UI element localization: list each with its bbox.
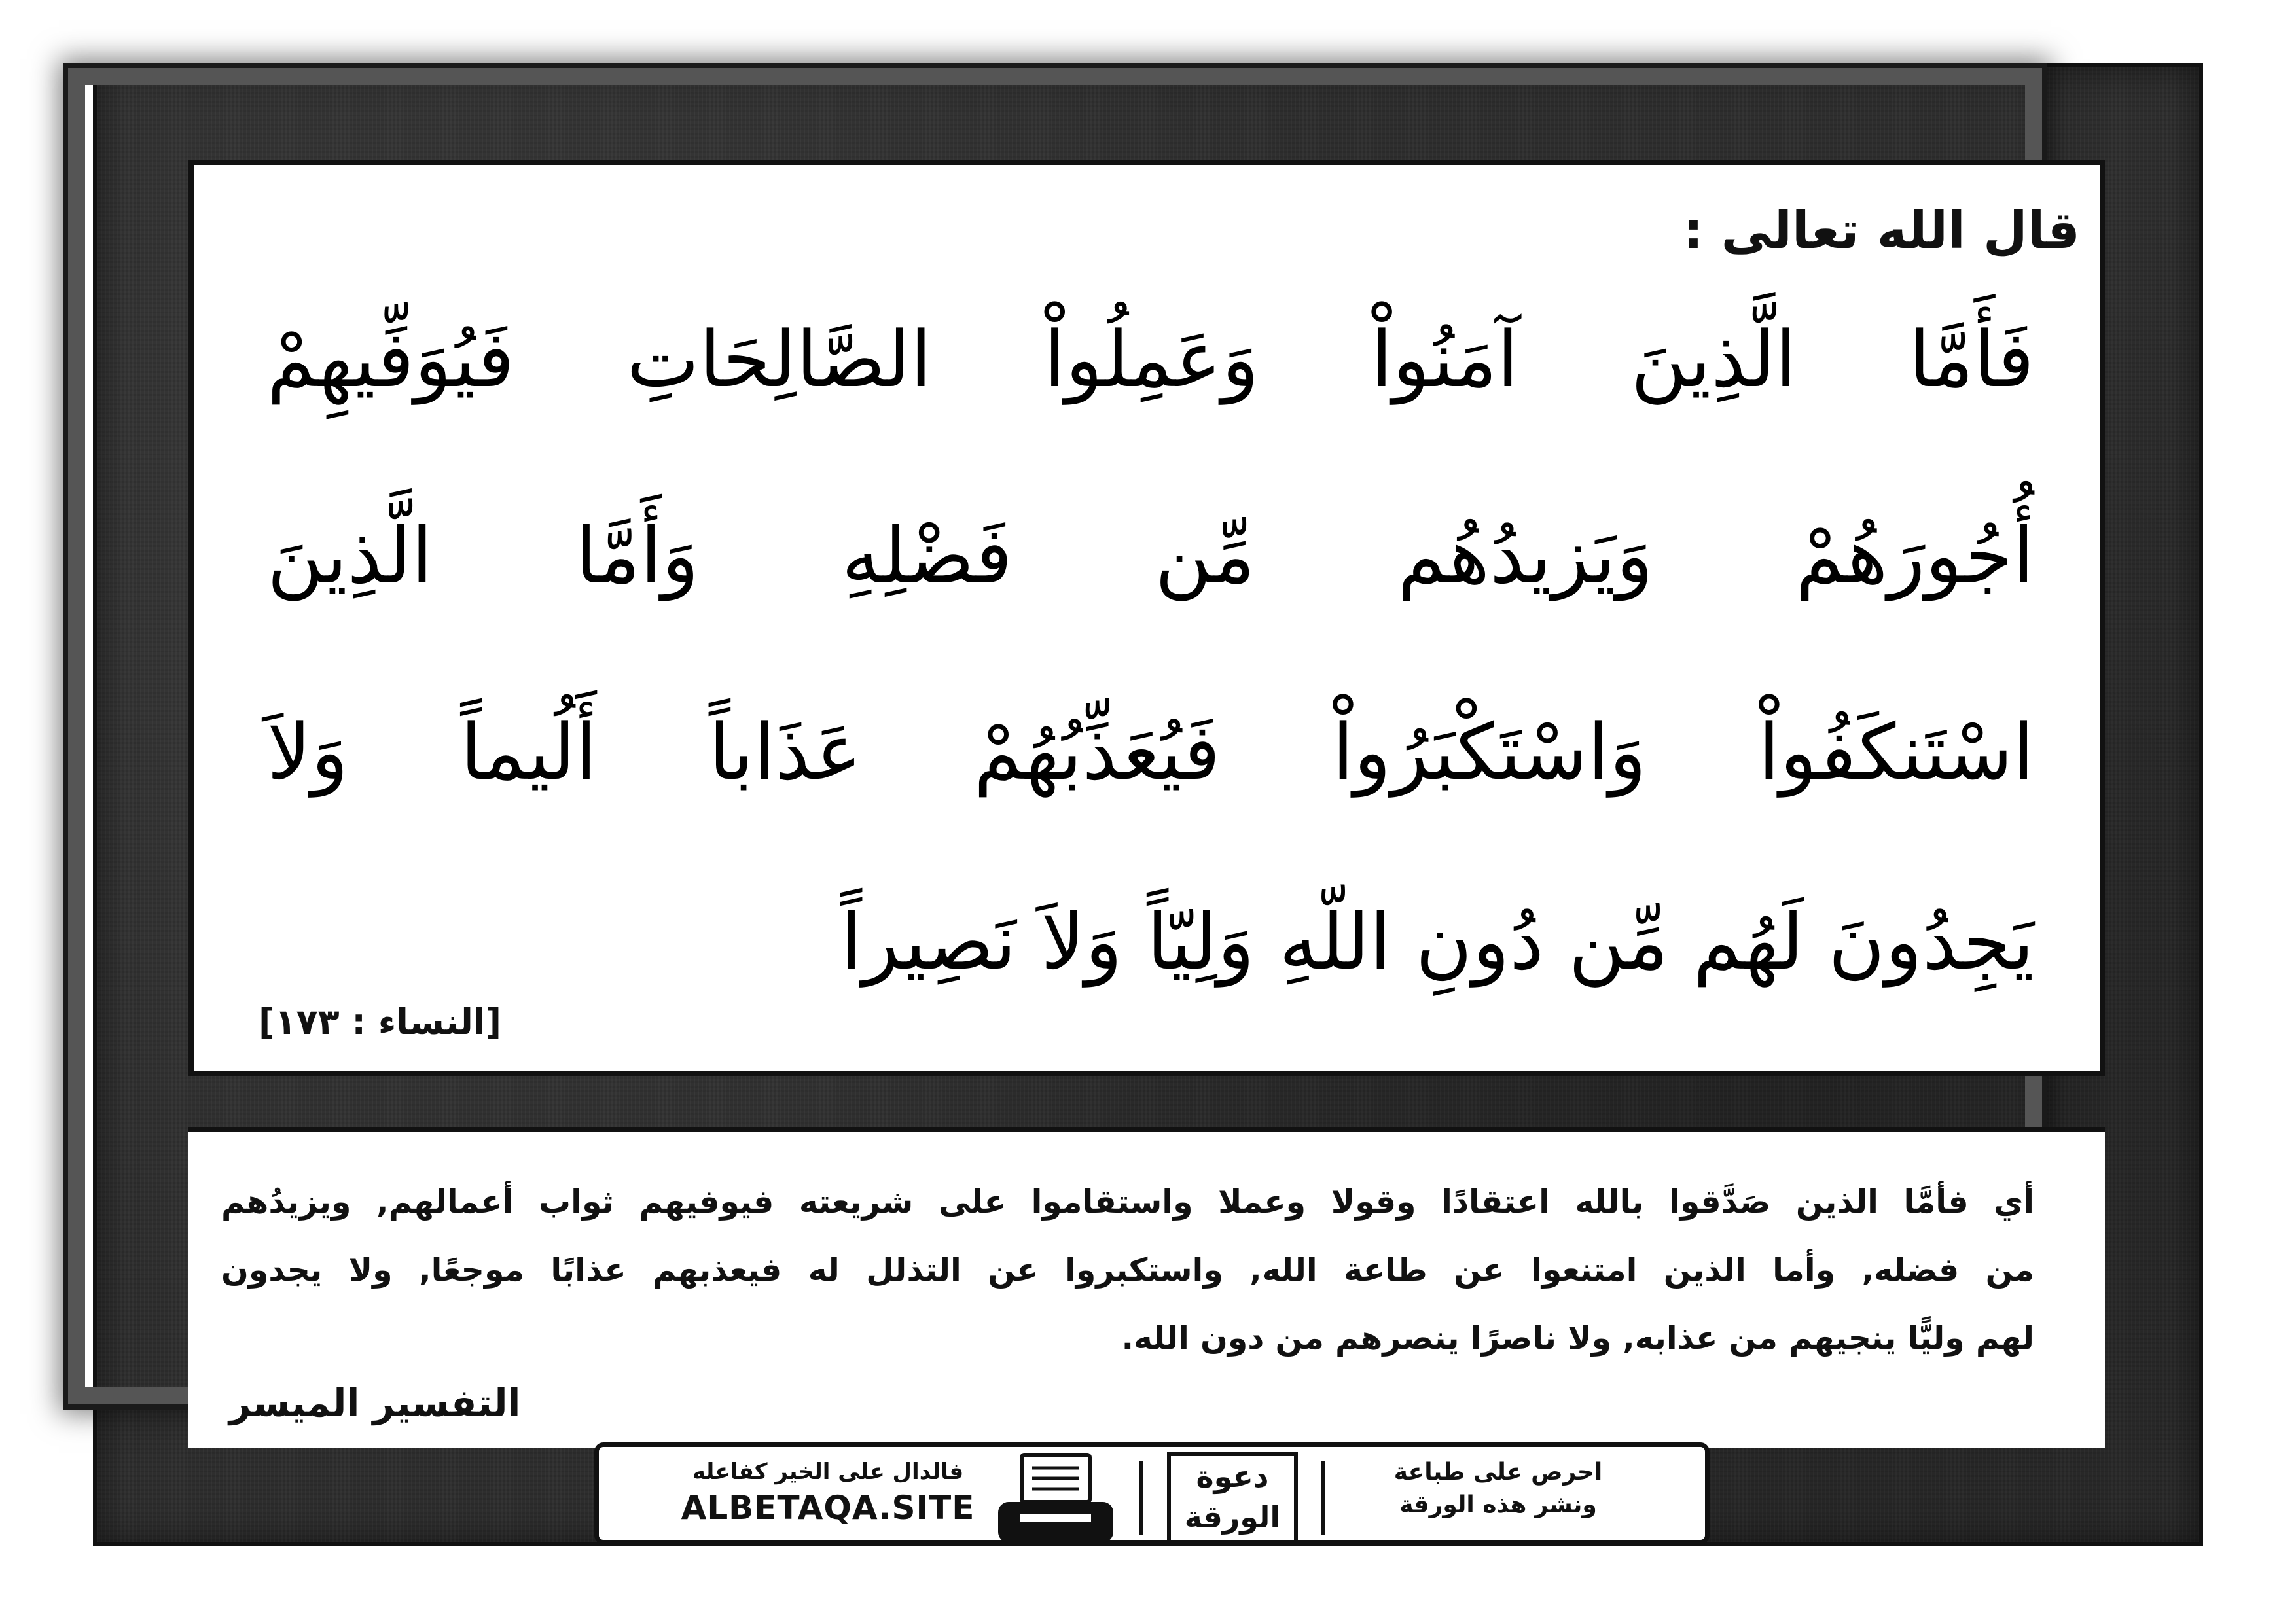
footer-bar	[594, 1442, 1710, 1544]
tafsir-source: التفسير الميسر	[229, 1381, 521, 1425]
verse-line-3: اسْتَنكَفُواْ وَاسْتَكْبَرُواْ فَيُعَذِّبُهُمْ عَذَاباً أَلُيماً وَلاَ	[267, 707, 2034, 797]
tafsir-line-3: لهم وليًّا ينجيهم من عذابه, ولا ناصرًا ينصرهم من دون الله.	[1121, 1319, 2034, 1357]
print-note-line-2: ونشر هذه الورقة	[1399, 1491, 1597, 1519]
verse-line-1: فَأَمَّا الَّذِينَ آمَنُواْ وَعَمِلُواْ الصَّالِحَاتِ فَيُوَفِّيهِمْ	[267, 314, 2034, 404]
footer-site-link[interactable]: ALBETAQA.SITE	[681, 1489, 975, 1527]
verse-intro-label: قال الله تعالى :	[1683, 202, 2080, 260]
printer-icon	[992, 1451, 1120, 1546]
footer-site-block	[658, 1454, 998, 1527]
verse-line-2: أُجُورَهُمْ وَيَزيدُهُم مِّن فَضْلِهِ وَأَمَّا الَّذِينَ	[267, 510, 2034, 601]
logo-text-bottom: الورقة	[1184, 1499, 1281, 1535]
footer-print-note	[1354, 1456, 1642, 1522]
footer-divider-left	[1139, 1461, 1143, 1535]
logo-icon	[1167, 1452, 1298, 1545]
logo-text-top: دعوة	[1196, 1459, 1269, 1494]
tafsir-line-1: أي فأمَّا الذين صَدَّقوا بالله اعتقادًا وقولا وعملا واستقاموا على شريعته فيوفيهم ثواب أعمالهم, ويزيدُهم	[221, 1183, 2034, 1221]
verse-reference: [النساء : ١٧٣]	[259, 1001, 502, 1043]
footer-divider-right	[1321, 1461, 1325, 1535]
tafsir-line-2: من فضله, وأما الذين امتنعوا عن طاعة الله, واستكبروا عن التذلل له فيعذبهم عذابًا موجعًا, ولا يجدون	[221, 1251, 2034, 1289]
verse-line-4: يَجِدُونَ لَهُم مِّن دُونِ اللّهِ وَلِيّاً وَلاَ نَصِيراً	[840, 897, 2034, 987]
footer-slogan: فالدال على الخير كفاعله	[692, 1459, 964, 1485]
print-note-line-1: احرص على طباعة	[1393, 1459, 1603, 1486]
